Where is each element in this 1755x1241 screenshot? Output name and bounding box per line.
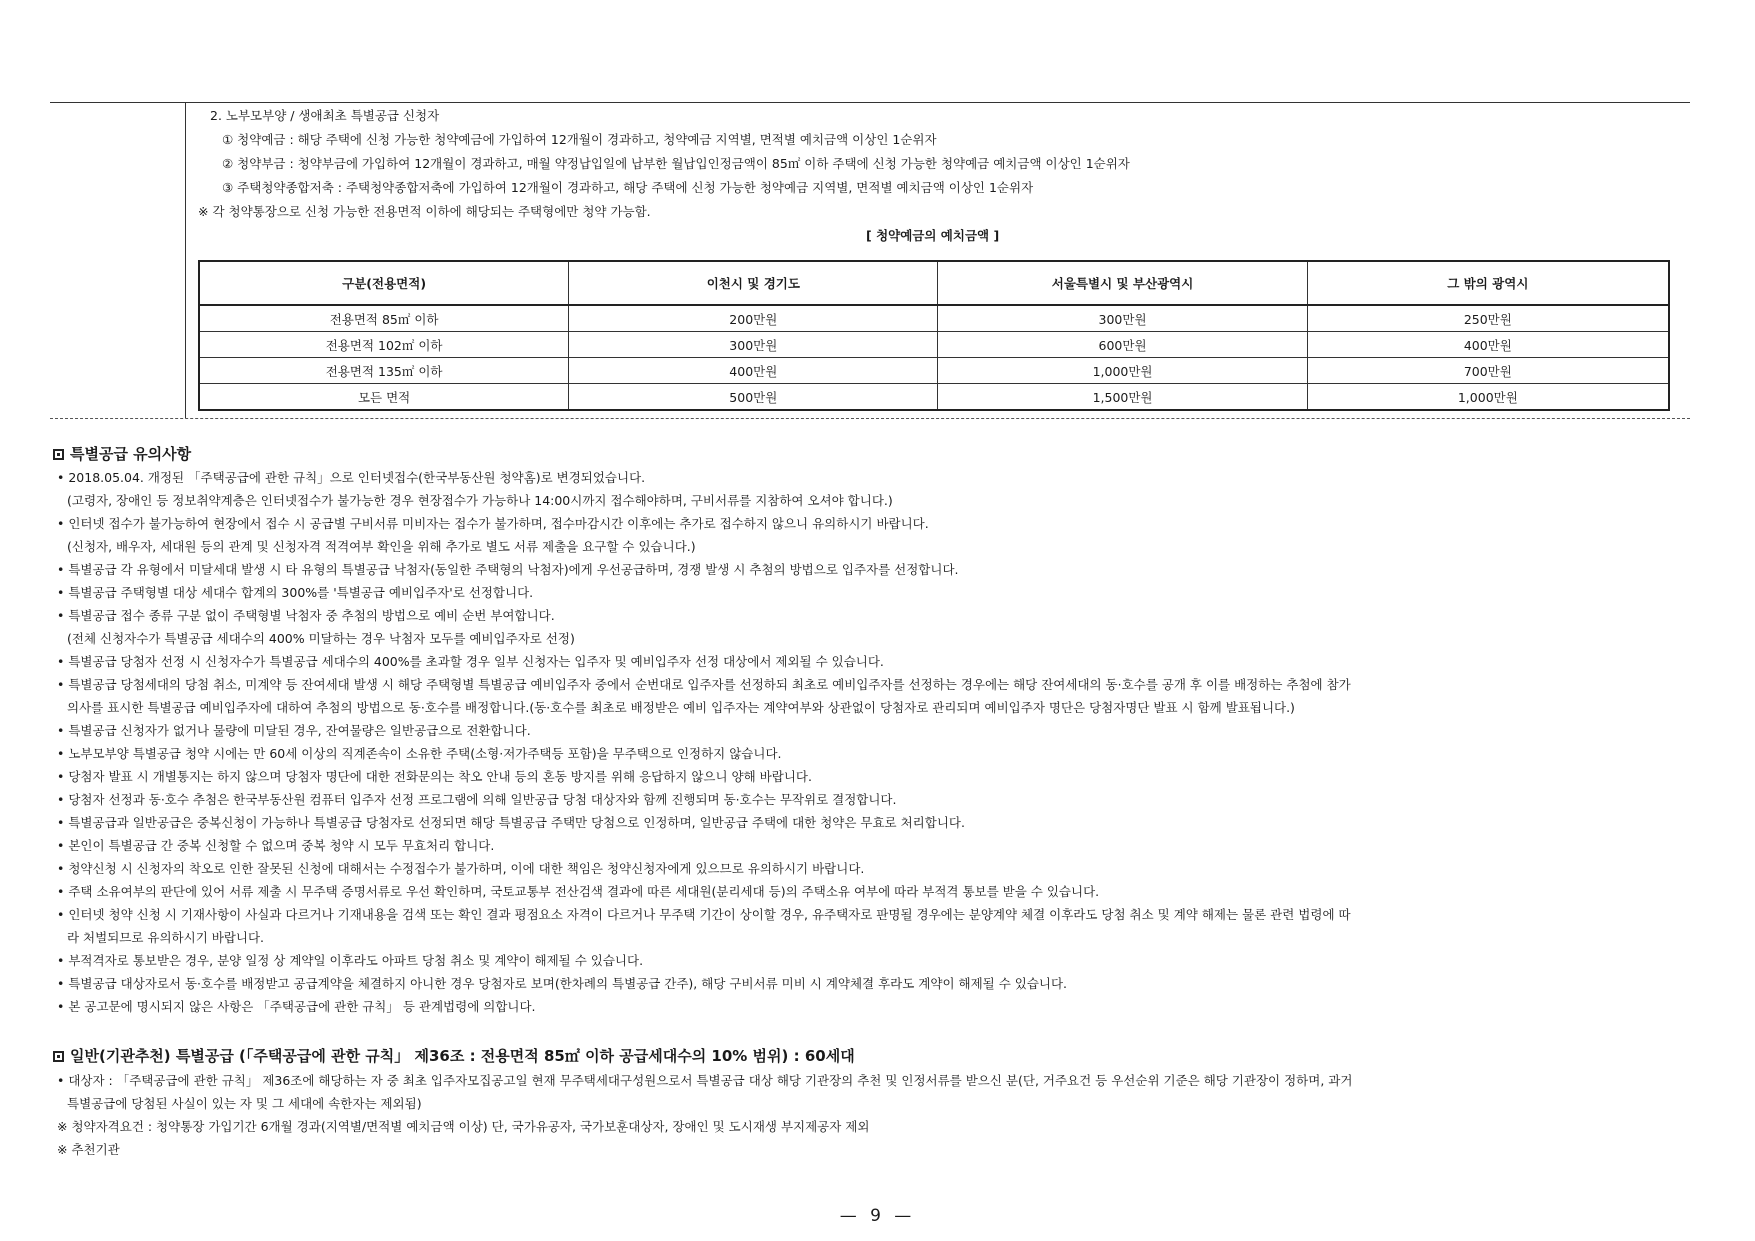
list-item: ※ 추천기관 — [57, 1142, 120, 1157]
list-item: • 당첨자 선정과 동·호수 추첨은 한국부동산원 컴퓨터 입주자 선정 프로그램에 의해 일반공급 당첨 대상자와 함께 진행되며 동·호수는 무작위로 결정합니다. — [57, 792, 897, 807]
table-cell: 전용면적 135㎡ 이하 — [199, 358, 569, 384]
table-header-cell: 그 밖의 광역시 — [1307, 261, 1669, 305]
table-cell: 200만원 — [569, 305, 938, 332]
general-section-title: 일반(기관추천) 특별공급 (「주택공급에 관한 규칙」 제36조 : 전용면적 85㎡ 이하 공급세대수의 10% 범위) : 60세대 — [53, 1046, 855, 1066]
list-item: 라 처벌되므로 유의하시기 바랍니다. — [67, 930, 265, 945]
table-cell: 모든 면적 — [199, 384, 569, 411]
table-cell: 1,500만원 — [938, 384, 1307, 411]
table-row — [199, 384, 1669, 411]
table-header-cell: 이천시 및 경기도 — [569, 261, 938, 305]
top-section-bottom-rule — [50, 418, 1690, 419]
top-item-3: ③ 주택청약종합저축 : 주택청약종합저축에 가입하여 12개월이 경과하고, 해당 주택에 신청 가능한 청약예금 지역별, 면적별 예치금액 이상인 1순위자 — [222, 180, 1034, 195]
list-item: • 주택 소유여부의 판단에 있어 서류 제출 시 무주택 증명서류로 우선 확인하며, 국토교통부 전산검색 결과에 따른 세대원(분리세대 등)의 주택소유 여부에 따라 부적격 통보를 받을 수 있습니다. — [57, 884, 1100, 899]
table-cell: 250만원 — [1307, 305, 1669, 332]
top-note: ※ 각 청약통장으로 신청 가능한 전용면적 이하에 해당되는 주택형에만 청약 가능함. — [198, 204, 651, 219]
list-item: (전체 신청자수가 특별공급 세대수의 400% 미달하는 경우 낙첨자 모두를 예비입주자로 선정) — [67, 631, 575, 646]
caution-section-title: 특별공급 유의사항 — [53, 444, 191, 464]
list-item: • 대상자 : 「주택공급에 관한 규칙」 제36조에 해당하는 자 중 최초 입주자모집공고일 현재 무주택세대구성원으로서 특별공급 대상 해당 기관장의 추천 및 인정서류를 받으신 분(단, 거주요건 등 우선순위 기준은 해당 기관장이 정하며, 과거 — [57, 1073, 1353, 1088]
list-item: (신청자, 배우자, 세대원 등의 관계 및 신청자격 적격여부 확인을 위해 추가로 별도 서류 제출을 요구할 수 있습니다.) — [67, 539, 696, 554]
table-header-cell: 서울특별시 및 부산광역시 — [938, 261, 1307, 305]
table-row — [199, 358, 1669, 384]
table-cell: 전용면적 102㎡ 이하 — [199, 332, 569, 358]
table-caption: [ 청약예금의 예치금액 ] — [866, 228, 1000, 243]
top-item-1: ① 청약예금 : 해당 주택에 신청 가능한 청약예금에 가입하여 12개월이 경과하고, 청약예금 지역별, 면적별 예치금액 이상인 1순위자 — [222, 132, 937, 147]
list-item: 특별공급에 당첨된 사실이 있는 자 및 그 세대에 속한자는 제외됨) — [67, 1096, 422, 1111]
table-cell: 700만원 — [1307, 358, 1669, 384]
list-item: • 2018.05.04. 개정된 「주택공급에 관한 규칙」으로 인터넷접수(한국부동산원 청약홈)로 변경되었습니다. — [57, 470, 646, 485]
list-item: • 당첨자 발표 시 개별통지는 하지 않으며 당첨자 명단에 대한 전화문의는 착오 안내 등의 혼동 방지를 위해 응답하지 않으니 양해 바랍니다. — [57, 769, 812, 784]
list-item: • 특별공급 신청자가 없거나 물량에 미달된 경우, 잔여물량은 일반공급으로 전환합니다. — [57, 723, 531, 738]
list-item: • 특별공급 주택형별 대상 세대수 합계의 300%를 '특별공급 예비입주자'로 선정합니다. — [57, 585, 534, 600]
list-item: ※ 청약자격요건 : 청약통장 가입기간 6개월 경과(지역별/면적별 예치금액 이상) 단, 국가유공자, 국가보훈대상자, 장애인 및 도시재생 부지제공자 제외 — [57, 1119, 870, 1134]
top-section-heading: 2. 노부모부양 / 생애최초 특별공급 신청자 — [210, 108, 440, 123]
list-item: (고령자, 장애인 등 정보취약계층은 인터넷접수가 불가능한 경우 현장접수가 가능하나 14:00시까지 접수해야하며, 구비서류를 지참하여 오셔야 합니다.) — [67, 493, 893, 508]
list-item: • 특별공급 대상자로서 동·호수를 배정받고 공급계약을 체결하지 아니한 경우 당첨자로 보며(한차례의 특별공급 간주), 해당 구비서류 미비 시 계약체결 후라도 계약이 해제될 수 있습니다. — [57, 976, 1068, 991]
list-item: • 노부모부양 특별공급 청약 시에는 만 60세 이상의 직계존속이 소유한 주택(소형·저가주택등 포함)을 무주택으로 인정하지 않습니다. — [57, 746, 782, 761]
table-cell: 500만원 — [569, 384, 938, 411]
list-item: • 청약신청 시 신청자의 착오로 인한 잘못된 신청에 대해서는 수정접수가 불가하며, 이에 대한 책임은 청약신청자에게 있으므로 유의하시기 바랍니다. — [57, 861, 865, 876]
deposit-table — [198, 260, 1670, 411]
list-item: • 인터넷 접수가 불가능하여 현장에서 접수 시 공급별 구비서류 미비자는 접수가 불가하며, 접수마감시간 이후에는 추가로 접수하지 않으니 유의하시기 바랍니다. — [57, 516, 929, 531]
square-bullet-icon — [53, 1051, 64, 1062]
list-item: • 부적격자로 통보받은 경우, 분양 일정 상 계약일 이후라도 아파트 당첨 취소 및 계약이 해제될 수 있습니다. — [57, 953, 644, 968]
list-item: • 특별공급 접수 종류 구분 없이 주택형별 낙첨자 중 추첨의 방법으로 예비 순번 부여합니다. — [57, 608, 555, 623]
list-item: • 특별공급 각 유형에서 미달세대 발생 시 타 유형의 특별공급 낙첨자(동일한 주택형의 낙첨자)에게 우선공급하며, 경쟁 발생 시 추첨의 방법으로 입주자를 선정합니다. — [57, 562, 959, 577]
left-column-rule — [185, 103, 186, 418]
list-item: • 특별공급과 일반공급은 중복신청이 가능하나 특별공급 당첨자로 선정되면 해당 특별공급 주택만 당첨으로 인정하며, 일반공급 주택에 대한 청약은 무효로 처리합니다. — [57, 815, 965, 830]
page-number: — 9 — — [839, 1206, 916, 1226]
table-row — [199, 305, 1669, 332]
square-bullet-icon — [53, 449, 64, 460]
table-header-cell: 구분(전용면적) — [199, 261, 569, 305]
table-cell: 400만원 — [1307, 332, 1669, 358]
table-row — [199, 332, 1669, 358]
table-cell: 1,000만원 — [938, 358, 1307, 384]
table-cell: 300만원 — [938, 305, 1307, 332]
list-item: • 특별공급 당첨세대의 당첨 취소, 미계약 등 잔여세대 발생 시 해당 주택형별 특별공급 예비입주자 중에서 순번대로 입주자를 선정하되 최초로 예비입주자를 선정하는 경우에는 해당 잔여세대의 동·호수를 공개 후 이를 배정하는 추첨에 참가 — [57, 677, 1351, 692]
table-cell: 600만원 — [938, 332, 1307, 358]
top-rule — [50, 102, 1690, 103]
table-cell: 전용면적 85㎡ 이하 — [199, 305, 569, 332]
list-item: 의사를 표시한 특별공급 예비입주자에 대하여 추첨의 방법으로 동·호수를 배정합니다.(동·호수를 최초로 배정받은 예비 입주자는 계약여부와 상관없이 당첨자로 관리되며 예비입주자 명단은 당첨자명단 발표 시 함께 발표됩니다.) — [67, 700, 1295, 715]
table-header-row — [199, 261, 1669, 305]
top-item-2: ② 청약부금 : 청약부금에 가입하여 12개월이 경과하고, 매월 약정납입일에 납부한 월납입인정금액이 85㎡ 이하 주택에 신청 가능한 청약예금 예치금액 이상인 1순위자 — [222, 156, 1130, 171]
list-item: • 특별공급 당첨자 선정 시 신청자수가 특별공급 세대수의 400%를 초과할 경우 일부 신청자는 입주자 및 예비입주자 선정 대상에서 제외될 수 있습니다. — [57, 654, 884, 669]
table-cell: 300만원 — [569, 332, 938, 358]
table-cell: 1,000만원 — [1307, 384, 1669, 411]
table-cell: 400만원 — [569, 358, 938, 384]
list-item: • 인터넷 청약 신청 시 기재사항이 사실과 다르거나 기재내용을 검색 또는 확인 결과 평점요소 자격이 다르거나 무주택 기간이 상이할 경우, 유주택자로 판명될 경우에는 분양계약 체결 이후라도 당첨 취소 및 계약 해제는 물론 관련 법령에 따 — [57, 907, 1351, 922]
list-item: • 본 공고문에 명시되지 않은 사항은 「주택공급에 관한 규칙」 등 관계법령에 의합니다. — [57, 999, 536, 1014]
list-item: • 본인이 특별공급 간 중복 신청할 수 없으며 중복 청약 시 모두 무효처리 합니다. — [57, 838, 495, 853]
